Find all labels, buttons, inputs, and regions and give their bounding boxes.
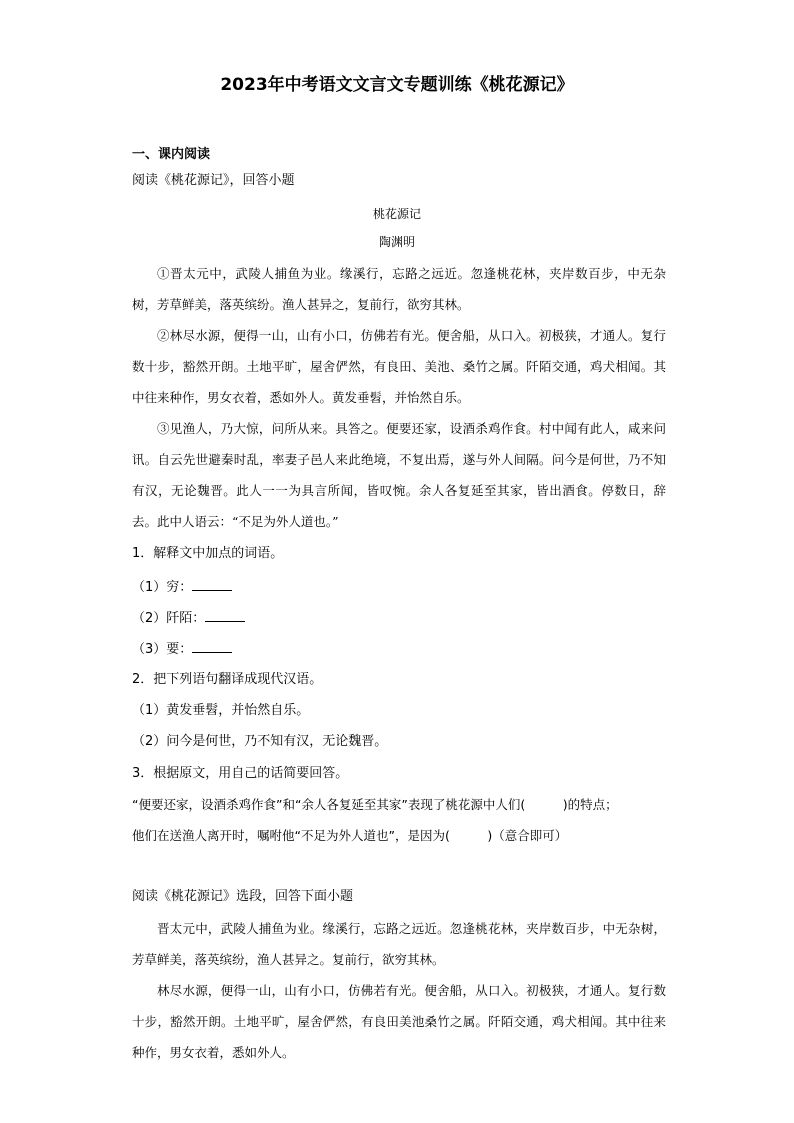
passage-paragraph: ③见渔人，乃大惊，问所从来。具答之。便要还家，设酒杀鸡作食。村中闻有此人，咸来问讯。自云先世避秦时乱，率妻子邑人来此绝境，不复出焉，遂与外人间隔。问今是何世，乃不知有汉，无论魏晋。此人一一为具言所闻，皆叹惋。余人各复延至其家，皆出酒食。停数日，辞去。此中人语云：“不足为外人道也。”	[132, 421, 666, 529]
question-2-item: （2）问今是何世，乃不知有汉，无论魏晋。	[132, 734, 388, 749]
passage-excerpt	[132, 913, 666, 1068]
answer-blank[interactable]	[192, 578, 232, 591]
passage-paragraph: ①晋太元中，武陵人捕鱼为业。缘溪行，忘路之远近。忽逢桃花林，夹岸数百步，中无杂树，芳草鲜美，落英缤纷。渔人甚异之，复前行，欲穷其林。	[132, 266, 666, 312]
question-1-item: （3）要：	[132, 640, 232, 659]
passage-title: 桃花源记	[372, 207, 421, 221]
passage-paragraph: 林尽水源，便得一山，山有小口，仿佛若有光。便舍船，从口入。初极狭，才通人。复行数十步，豁然开朗。土地平旷，屋舍俨然，有良田美池桑竹之属。阡陌交通，鸡犬相闻。其中往来种作，男女衣着，悉如外人。	[132, 983, 666, 1060]
reading-instruction: 阅读《桃花源记》，回答小题	[132, 173, 295, 188]
question-1-item: （2）阡陌：	[132, 609, 245, 628]
page-title: 2023年中考语文文言文专题训练《桃花源记》	[220, 75, 574, 95]
answer-blank[interactable]	[205, 609, 245, 622]
reading-instruction-2: 阅读《桃花源记》选段，回答下面小题	[132, 889, 354, 904]
question-2-item: （1）黄发垂髫，并怡然自乐。	[132, 703, 310, 718]
question-3-line: 他们在送渔人离开时，嘱咐他“不足为外人道也”，是因为( )（意合即可）	[132, 828, 568, 843]
answer-blank[interactable]	[192, 640, 232, 653]
section-heading: 一、课内阅读	[132, 147, 211, 162]
passage-paragraph: ②林尽水源，便得一山，山有小口，仿佛若有光。便舍船，从口入。初极狭，才通人。复行数十步，豁然开朗。土地平旷，屋舍俨然，有良田、美池、桑竹之属。阡陌交通，鸡犬相闻。其中往来种作，男女衣着，悉如外人。黄发垂髫，并怡然自乐。	[132, 328, 666, 405]
question-1-stem: 1．解释文中加点的词语。	[132, 546, 284, 561]
question-3-stem: 3．根据原文，用自己的话简要回答。	[132, 766, 349, 781]
passage-body	[132, 258, 666, 537]
passage-author: 陶渊明	[378, 235, 415, 249]
question-2-stem: 2．把下列语句翻译成现代汉语。	[132, 672, 323, 687]
question-1-item: （1）穷：	[132, 578, 232, 597]
passage-paragraph: 晋太元中，武陵人捕鱼为业。缘溪行，忘路之远近。忽逢桃花林，夹岸数百步，中无杂树，芳草鲜美，落英缤纷，渔人甚异之。复前行，欲穷其林。	[132, 921, 666, 967]
question-3-line: “便要还家，设酒杀鸡作食”和“余人各复延至其家”表现了桃花源中人们( )的特点；	[132, 797, 618, 812]
